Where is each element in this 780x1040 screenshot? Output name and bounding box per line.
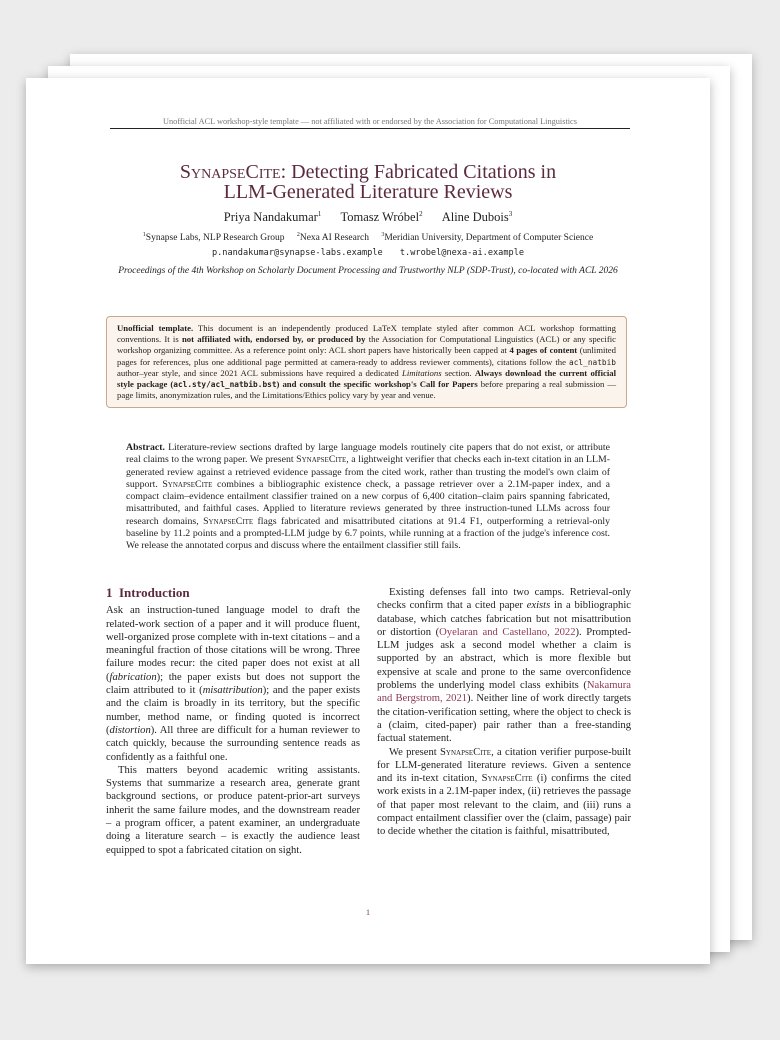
author-email: t.wrobel@nexa-ai.example (399, 248, 525, 258)
author: Priya Nandakumar$^1$ (223, 210, 322, 225)
affiliation: $^2$Nexa AI Research (296, 232, 369, 244)
paper-page (26, 78, 710, 964)
section-heading: 1 Introduction (106, 585, 190, 600)
abstract-label: Abstract. (126, 442, 165, 453)
page-number: 1 (365, 907, 371, 917)
paragraph: Ask an instruction-tuned language model to draft the related-work section of a paper and it will produce fluent, well-organized prose complete with in-text citations – and a meaningful fraction of those citations will be wrong. Three failure modes recur: the cited paper does not exist at all (fabrication); the paper exists but does not support the claim attributed to it (misattribution); and the paper exists and the claim is broadly in its territory, but the specific number, method name, or finding quoted is incorrect (distortion). All three are difficult for a human reviewer to catch quickly, because the surrounding sentence reads as confidently as a faithful one. (106, 605, 360, 763)
paper-title (86, 162, 650, 202)
affiliation: $^3$Meridian University, Department of Computer Science (381, 232, 594, 244)
paragraph: This matters beyond academic writing assistants. Systems that summarize a research area, generate grant background sections, or produce patent-prior-art surveys inherit the same failure modes, and the downstream reader – a program officer, a patent examiner, an undergraduate doing a literature search – is exactly the audience least equipped to spot a fabricated citation on sight. (106, 764, 360, 856)
author-email: p.nandakumar@synapse-labs.example (211, 248, 383, 258)
email-list (66, 248, 670, 258)
proceedings-line: Proceedings of the 4th Workshop on Scholarly Document Processing and Trustworthy NLP (SDP-Trust), co-located with ACL 2026 (118, 266, 618, 276)
title-line2: LLM-Generated Literature Reviews (223, 181, 513, 203)
title-line1: : Detecting Fabricated Citations in (280, 161, 557, 183)
unofficial-template-notice: Unofficial template. This document is an independently produced LaTeX template styled after common ACL workshop formatting conventions. It is not affiliated with, endorsed by, or produced by the Association for Computational Linguistics (ACL) or any specific workshop organizing committee. As a reference point only: ACL short papers have historically been capped at 4 pages of content (unlimited pages for references, plus one additional page permitted at camera-ready to address reviewer comments), citations follow the acl_natbib author–year style, and since 2021 ACL submissions have required a dedicated Limitations section. Always download the current official style package (acl.sty/acl_natbib.bst) and consult the specific workshop's Call for Papers before preparing a real submission — page limits, anonymization rules, and the Limitations/Ethics policy vary by year and venue. (106, 316, 627, 408)
citation-link[interactable]: Nakamura and Bergstrom, 2021 (377, 680, 631, 705)
author: Aline Dubois$^3$ (441, 210, 513, 225)
author-list (66, 210, 670, 225)
citation-link[interactable]: Oyelaran and Castellano, 2022 (439, 626, 576, 638)
paragraph: We present SynapseCite, a citation verifier purpose-built for LLM-generated literature reviews. Given a sentence and its in-text citation, SynapseCite (i) confirms the cited work exists in a 2.1M-paper index, (ii) retrieves the passage of that paper most relevant to the claim, and (iii) runs a compact entailment classifier over the (claim, passage) pair to decide whether the citation is faithful, misattributed, (377, 746, 631, 838)
right-column (377, 586, 631, 839)
header-note: Unofficial ACL workshop-style template — not affiliated with or endorsed by the Association for Computational Linguistics (110, 117, 630, 129)
abstract: Abstract. Literature-review sections drafted by large language models routinely cite papers that do not exist, or attribute real claims to the wrong paper. We present SynapseCite, a lightweight verifier that checks each in-text citation in an LLM-generated review against a retrieved evidence passage from the cited work, rather than trusting the model's own claim of support. SynapseCite combines a bibliographic existence check, a passage retriever over a 2.1M-paper index, and a compact claim–evidence entailment classifier trained on a new corpus of 6,400 citation–claim pairs spanning fabricated, misattributed, and faithful cases. Applied to literature reviews generated by three instruction-tuned LLMs across four research domains, SynapseCite flags fabricated and misattributed citations at 91.4 F1, outperforming a retrieval-only baseline by 11.2 points and a prompted-LLM judge by 6.7 points, while running at a fraction of the judge's inference cost. We release the annotated corpus and discuss where the entailment classifier still fails. (126, 442, 610, 552)
author: Tomasz Wróbel$^2$ (340, 210, 423, 225)
affiliation: $^1$Synapse Labs, NLP Research Group (142, 232, 285, 244)
left-column (106, 586, 360, 857)
title-system-name: SynapseCite (179, 161, 281, 183)
affiliation-list (66, 232, 670, 243)
paragraph: Existing defenses fall into two camps. Retrieval-only checks confirm that a cited paper exists in a bibliographic database, which catches fabrication but not misattribution or distortion (Oyelaran and Castellano, 2022). Prompted-LLM judges ask a second model whether a claim is supported by an abstract, which is more flexible but expensive at scale and prone to the same overconfidence problems the underlying model class exhibits (Nakamura and Bergstrom, 2021). Neither line of work directly targets the citation-verification setting, where the object to check is a (claim, cited-paper) pair rather than a free-standing factual statement. (377, 587, 631, 745)
